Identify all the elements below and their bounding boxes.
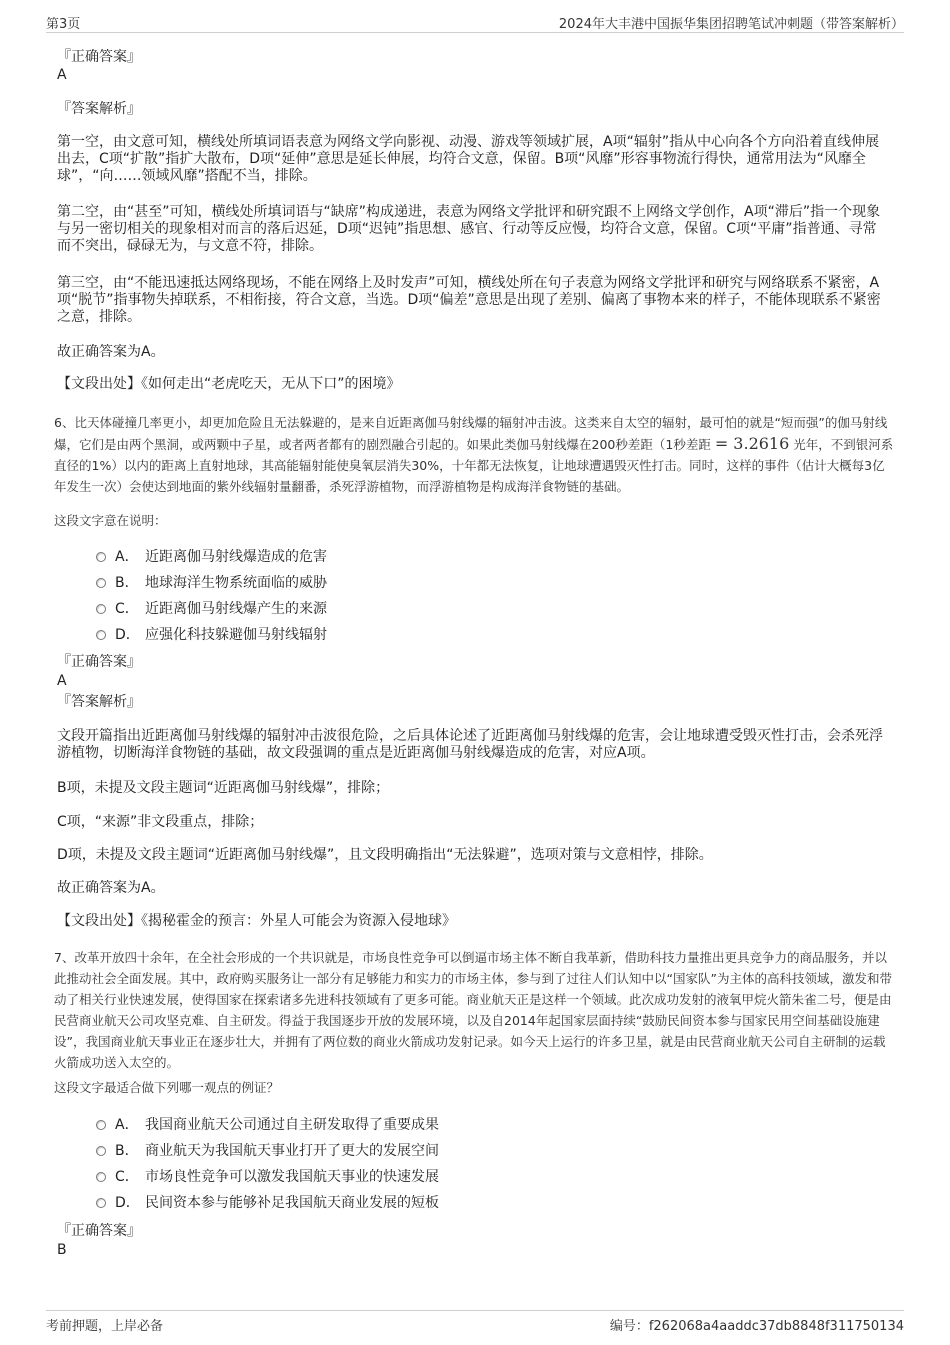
radio-icon[interactable] — [96, 552, 106, 562]
q7-option-a[interactable]: A． 我国商业航天公司通过自主研发取得了重要成果 — [96, 1115, 439, 1135]
q6-source — [57, 913, 887, 930]
q6-stem — [54, 412, 894, 497]
document-code — [610, 1315, 904, 1334]
q7-option-d[interactable]: D． 民间资本参与能够补足我国航天商业发展的短板 — [96, 1193, 439, 1213]
q6-analysis-p2: B项，未提及文段主题词“近距离伽马射线爆”，排除； — [57, 780, 390, 796]
q6-option-b[interactable]: B． 地球海洋生物系统面临的威胁 — [96, 573, 327, 593]
q6-answer-label: 『正确答案』 — [57, 654, 141, 670]
q6-option-c[interactable]: C． 近距离伽马射线爆产生的来源 — [96, 599, 327, 619]
radio-icon[interactable] — [96, 630, 106, 640]
q5-answer: A — [57, 67, 67, 83]
q7-answer: B — [57, 1242, 67, 1258]
q6-answer: A — [57, 673, 67, 689]
q6-analysis-p1: 文段开篇指出近距离伽马射线爆的辐射冲击波很危险，之后具体论述了近距离伽马射线爆的危害，会让地球遭受毁灭性打击，会杀死浮游植物，切断海洋食物链的基础，故文段强调的重点是近距离伽马射线爆造成的危害，对应A项。 — [57, 728, 883, 761]
page-footer — [46, 1310, 904, 1335]
q5-analysis-label: 『答案解析』 — [57, 101, 141, 117]
q6-stem-part1: 6、比天体碰撞几率更小，却更加危险且无法躲避的，是来自近距离伽马射线爆的辐射冲击波。这类来自太空的辐射，最可怕的就是“短而强”的伽马射线爆，它们是由两个黑洞，或两颗中子星，或者两者都有的剧烈融合引起的。如果此类伽马射线爆在200秒差距（1秒差距 — [54, 415, 888, 452]
q5-analysis-p3: 第三空，由“不能迅速抵达网络现场，不能在网络上及时发声”可知，横线处所在句子表意为网络文学批评和研究与网络联系不紧密，A项“脱节”指事物失掉联系，不相衔接，符合文意，当选。D项“偏差”意思是出现了差别、偏离了事物本来的样子，不能体现联系不紧密之意，排除。 — [57, 275, 881, 325]
q7-option-c[interactable]: C． 市场良性竞争可以激发我国航天事业的快速发展 — [96, 1167, 439, 1187]
q7-question: 这段文字最适合做下列哪一观点的例证？ — [54, 1080, 280, 1095]
q7-answer-label: 『正确答案』 — [57, 1223, 141, 1239]
q5-source — [57, 376, 887, 393]
q6-stem-formula: = 3.2616 — [714, 434, 790, 453]
q6-conclusion: 故正确答案为A。 — [57, 880, 165, 896]
q6-analysis-p3: C项，“来源”非文段重点，排除； — [57, 814, 264, 830]
q6-analysis-p4: D项，未提及文段主题词“近距离伽马射线爆”，且文段明确指出“无法躲避”，选项对策与文意相悖，排除。 — [57, 847, 713, 863]
q5-analysis-p2: 第二空，由“甚至”可知，横线处所填词语与“缺席”构成递进，表意为网络文学批评和研究跟不上网络文学创作，A项“滞后”指一个现象与另一密切相关的现象相对而言的落后迟延，D项“迟钝”指思想、感官、行动等反应慢，均符合文意，保留。C项“平庸”指普通、寻常而不突出，碌碌无为，与文意不符，排除。 — [57, 204, 881, 254]
q6-question: 这段文字意在说明： — [54, 513, 167, 528]
footer-slogan: 考前押题，上岸必备 — [46, 1319, 164, 1334]
q5-source-label: 【文段出处】 — [57, 376, 141, 392]
q7-option-b[interactable]: B． 商业航天为我国航天事业打开了更大的发展空间 — [96, 1141, 439, 1161]
q5-conclusion: 故正确答案为A。 — [57, 344, 165, 360]
radio-icon[interactable] — [96, 1172, 106, 1182]
page-number: 第3页 — [46, 17, 81, 32]
q5-analysis-p1: 第一空，由文意可知，横线处所填词语表意为网络文学向影视、动漫、游戏等领域扩展，A项“辐射”指从中心向各个方向沿着直线伸展出去，C项“扩散”指扩大散布，D项“延伸”意思是延长伸展，均符合文意，保留。B项“风靡”形容事物流行得快，通常用法为“风靡全球”，“向……领域风靡”搭配不当，排除。 — [57, 134, 880, 184]
radio-icon[interactable] — [96, 1198, 106, 1208]
radio-icon[interactable] — [96, 578, 106, 588]
radio-icon[interactable] — [96, 1146, 106, 1156]
q6-source-label: 【文段出处】 — [57, 913, 141, 929]
document-title: 2024年大丰港中国振华集团招聘笔试冲刺题（带答案解析） — [558, 17, 904, 32]
document-code-value: f262068a4aaddc37db8848f311750134 — [648, 1319, 904, 1334]
radio-icon[interactable] — [96, 604, 106, 614]
radio-icon[interactable] — [96, 1120, 106, 1130]
q7-stem: 7、改革开放四十余年，在全社会形成的一个共识就是，市场良性竞争可以倒逼市场主体不断自我革新，借助科技力量推出更具竞争力的商品服务，并以此推动社会全面发展。其中，政府购买服务让一部分有足够能力和实力的市场主体，参与到了过往人们认知中以“国家队”为主体的高科技领域，激发和带动了相关行业快速发展，使得国家在探索诸多先进科技领域有了更多可能。商业航天正是这样一个领域。此次成功发射的液氧甲烷火箭朱雀二号，便是由民营商业航天公司攻坚克难、自主研发。得益于我国逐步开放的发展环境，以及自2014年起国家层面持续“鼓励民间资本参与国家民用空间基础设施建设”，我国商业航天事业正在逐步壮大，并拥有了两位数的商业火箭成功发射记录。如今天上运行的许多卫星，就是由民营商业航天公司自主研制的运载火箭成功送入太空的。 — [54, 950, 892, 1070]
q6-stem-part2: 光年，不到银河系直径的1%）以内的距离上直射地球，其高能辐射能使臭氧层消失30%，十年都无法恢复，让地球遭遇毁灭性打击。同时，这样的事件（估计大概每3亿年发生一次）会使达到地面的紫外线辐射量翻番，杀死浮游植物，而浮游植物是构成海洋食物链的基础。 — [54, 437, 894, 494]
q5-source-title: 《如何走出“老虎吃天，无从下口”的困境》 — [141, 376, 401, 392]
q6-option-d[interactable]: D． 应强化科技躲避伽马射线辐射 — [96, 625, 327, 645]
document-code-label: 编号： — [609, 1319, 649, 1334]
q6-option-a[interactable]: A． 近距离伽马射线爆造成的危害 — [96, 547, 327, 567]
q6-source-title: 《揭秘霍金的预言：外星人可能会为资源入侵地球》 — [141, 913, 456, 929]
page-header — [46, 10, 904, 33]
q6-analysis-label: 『答案解析』 — [57, 694, 141, 710]
q5-answer-label: 『正确答案』 — [57, 49, 141, 65]
